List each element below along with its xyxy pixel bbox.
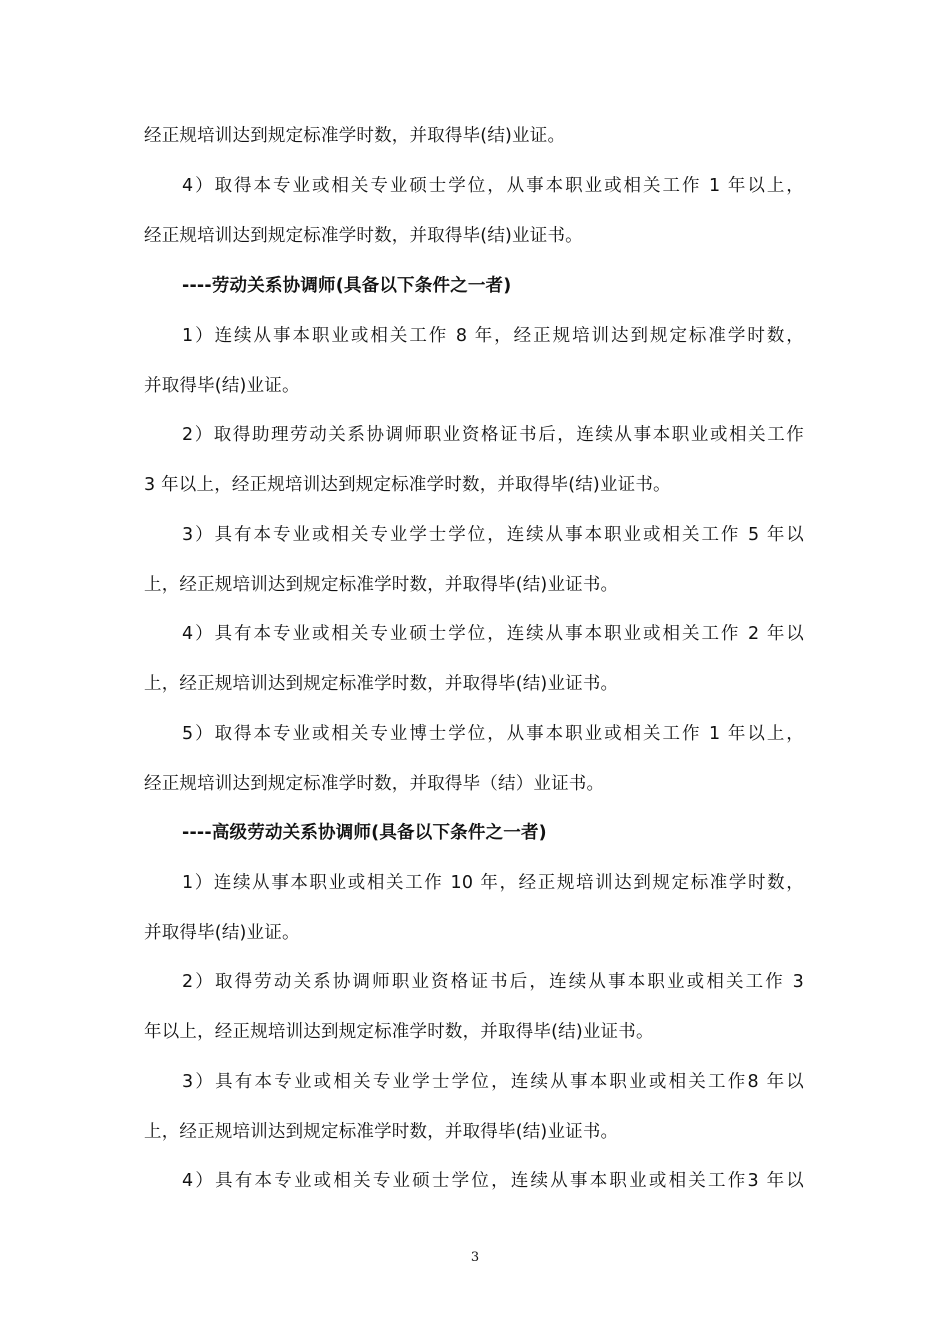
paragraph-line-13: 5）取得本专业或相关专业博士学位，从事本职业或相关工作 1 年以上， bbox=[182, 724, 804, 744]
paragraph-line-9: 3）具有本专业或相关专业学士学位，连续从事本职业或相关工作 5 年以 bbox=[182, 525, 804, 545]
page-number: 3 bbox=[470, 1250, 480, 1265]
paragraph-line-17: 并取得毕(结)业证。 bbox=[144, 923, 300, 943]
paragraph-line-19: 年以上，经正规培训达到规定标准学时数，并取得毕(结)业证书。 bbox=[144, 1022, 654, 1042]
paragraph-line-12: 上，经正规培训达到规定标准学时数，并取得毕(结)业证书。 bbox=[144, 674, 619, 694]
section-heading-labor-relations-coordinator: ----劳动关系协调师(具备以下条件之一者) bbox=[182, 276, 512, 296]
paragraph-line-7: 2）取得助理劳动关系协调师职业资格证书后，连续从事本职业或相关工作 bbox=[182, 425, 804, 445]
paragraph-line-20: 3）具有本专业或相关专业学士学位，连续从事本职业或相关工作8 年以 bbox=[182, 1072, 804, 1092]
paragraph-line-14: 经正规培训达到规定标准学时数，并取得毕（结）业证书。 bbox=[144, 774, 605, 794]
paragraph-line-21: 上，经正规培训达到规定标准学时数，并取得毕(结)业证书。 bbox=[144, 1122, 619, 1142]
paragraph-line-11: 4）具有本专业或相关专业硕士学位，连续从事本职业或相关工作 2 年以 bbox=[182, 624, 804, 644]
paragraph-line-10: 上，经正规培训达到规定标准学时数，并取得毕(结)业证书。 bbox=[144, 575, 619, 595]
paragraph-line-16: 1）连续从事本职业或相关工作 10 年，经正规培训达到规定标准学时数， bbox=[182, 873, 804, 893]
paragraph-line-3: 经正规培训达到规定标准学时数，并取得毕(结)业证书。 bbox=[144, 226, 583, 246]
section-heading-senior-labor-relations-coordinator: ----高级劳动关系协调师(具备以下条件之一者) bbox=[182, 823, 547, 843]
paragraph-line-2: 4）取得本专业或相关专业硕士学位，从事本职业或相关工作 1 年以上， bbox=[182, 176, 804, 196]
paragraph-line-5: 1）连续从事本职业或相关工作 8 年，经正规培训达到规定标准学时数， bbox=[182, 326, 804, 346]
paragraph-line-18: 2）取得劳动关系协调师职业资格证书后，连续从事本职业或相关工作 3 bbox=[182, 972, 804, 992]
paragraph-line-22: 4）具有本专业或相关专业硕士学位，连续从事本职业或相关工作3 年以 bbox=[182, 1171, 804, 1191]
paragraph-line-8: 3 年以上，经正规培训达到规定标准学时数，并取得毕(结)业证书。 bbox=[144, 475, 671, 495]
paragraph-line-6: 并取得毕(结)业证。 bbox=[144, 376, 300, 396]
paragraph-line-1: 经正规培训达到规定标准学时数，并取得毕(结)业证。 bbox=[144, 126, 566, 146]
